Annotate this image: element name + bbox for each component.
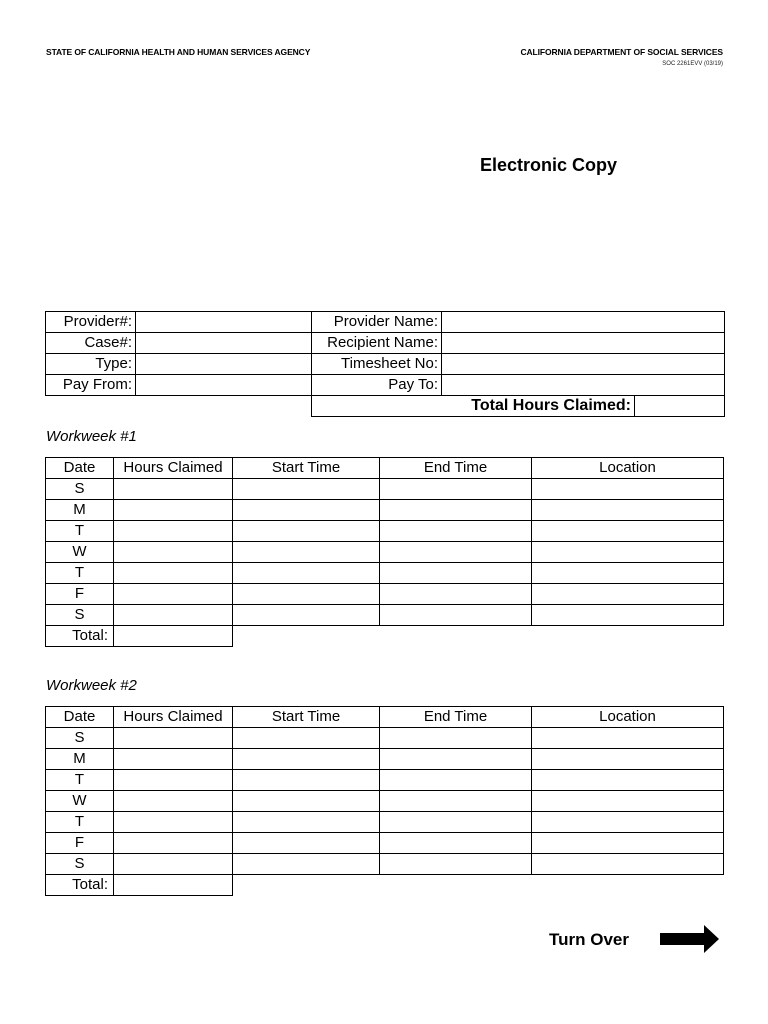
table-row [46, 749, 724, 770]
hours-field[interactable] [114, 791, 233, 812]
pay-to-field[interactable] [442, 375, 725, 396]
provider-name-label: Provider Name: [312, 312, 442, 333]
recipient-name-field[interactable] [442, 333, 725, 354]
start-time-field[interactable] [233, 542, 380, 563]
column-header-start-time: Start Time [233, 458, 380, 479]
spacer-cell [46, 396, 312, 417]
hours-field[interactable] [114, 854, 233, 875]
hours-field[interactable] [114, 479, 233, 500]
column-header-start-time: Start Time [233, 707, 380, 728]
location-field[interactable] [532, 605, 724, 626]
column-header-end-time: End Time [380, 458, 532, 479]
location-field[interactable] [532, 728, 724, 749]
column-header-hours-claimed: Hours Claimed [114, 707, 233, 728]
end-time-field[interactable] [380, 542, 532, 563]
start-time-field[interactable] [233, 791, 380, 812]
workweek-1-label: Workweek #1 [46, 428, 137, 445]
hours-field[interactable] [114, 770, 233, 791]
table-row [46, 479, 724, 500]
location-field[interactable] [532, 791, 724, 812]
total-label: Total: [46, 626, 114, 647]
hours-field[interactable] [114, 833, 233, 854]
end-time-field[interactable] [380, 833, 532, 854]
department-header: CALIFORNIA DEPARTMENT OF SOCIAL SERVICES [520, 47, 723, 57]
location-field[interactable] [532, 749, 724, 770]
day-label: T [46, 563, 114, 584]
location-field[interactable] [532, 584, 724, 605]
end-time-field[interactable] [380, 605, 532, 626]
hours-field[interactable] [114, 749, 233, 770]
start-time-field[interactable] [233, 584, 380, 605]
start-time-field[interactable] [233, 749, 380, 770]
type-field[interactable] [136, 354, 312, 375]
column-header-date: Date [46, 458, 114, 479]
day-label: T [46, 770, 114, 791]
recipient-name-label: Recipient Name: [312, 333, 442, 354]
end-time-field[interactable] [380, 854, 532, 875]
location-field[interactable] [532, 812, 724, 833]
form-number: SOC 2261EVV (03/19) [662, 61, 723, 67]
spacer-cell [233, 875, 724, 896]
spacer-cell [233, 626, 724, 647]
day-label: S [46, 854, 114, 875]
end-time-field[interactable] [380, 812, 532, 833]
end-time-field[interactable] [380, 728, 532, 749]
start-time-field[interactable] [233, 605, 380, 626]
workweek-1-table [45, 457, 724, 647]
hours-field[interactable] [114, 500, 233, 521]
start-time-field[interactable] [233, 500, 380, 521]
turn-over-label: Turn Over [549, 930, 629, 949]
pay-to-label: Pay To: [312, 375, 442, 396]
start-time-field[interactable] [233, 563, 380, 584]
column-header-end-time: End Time [380, 707, 532, 728]
page-title: Electronic Copy [480, 155, 618, 175]
table-row [46, 542, 724, 563]
case-number-label: Case#: [46, 333, 136, 354]
day-label: W [46, 542, 114, 563]
total-hours-claimed-field[interactable] [635, 396, 725, 417]
day-label: M [46, 749, 114, 770]
table-row [46, 728, 724, 749]
location-field[interactable] [532, 542, 724, 563]
location-field[interactable] [532, 854, 724, 875]
total-hours-field[interactable] [114, 875, 233, 896]
total-hours-field[interactable] [114, 626, 233, 647]
end-time-field[interactable] [380, 749, 532, 770]
start-time-field[interactable] [233, 521, 380, 542]
day-label: M [46, 500, 114, 521]
workweek-2-table [45, 706, 724, 896]
provider-number-field[interactable] [136, 312, 312, 333]
start-time-field[interactable] [233, 770, 380, 791]
day-label: S [46, 605, 114, 626]
day-label: S [46, 728, 114, 749]
column-header-date: Date [46, 707, 114, 728]
hours-field[interactable] [114, 584, 233, 605]
day-label: W [46, 791, 114, 812]
table-row [46, 521, 724, 542]
total-hours-claimed-label: Total Hours Claimed: [312, 396, 635, 417]
table-row [46, 605, 724, 626]
column-header-hours-claimed: Hours Claimed [114, 458, 233, 479]
table-row [46, 770, 724, 791]
table-row [46, 563, 724, 584]
location-field[interactable] [532, 479, 724, 500]
end-time-field[interactable] [380, 791, 532, 812]
hours-field[interactable] [114, 812, 233, 833]
provider-name-field[interactable] [442, 312, 725, 333]
day-label: F [46, 833, 114, 854]
start-time-field[interactable] [233, 812, 380, 833]
hours-field[interactable] [114, 542, 233, 563]
timesheet-number-field[interactable] [442, 354, 725, 375]
provider-number-label: Provider#: [46, 312, 136, 333]
end-time-field[interactable] [380, 500, 532, 521]
right-arrow-icon[interactable] [660, 924, 720, 954]
total-label: Total: [46, 875, 114, 896]
day-label: T [46, 812, 114, 833]
table-row [46, 500, 724, 521]
location-field[interactable] [532, 833, 724, 854]
hours-field[interactable] [114, 521, 233, 542]
end-time-field[interactable] [380, 584, 532, 605]
location-field[interactable] [532, 563, 724, 584]
start-time-field[interactable] [233, 728, 380, 749]
column-header-location: Location [532, 707, 724, 728]
table-row [46, 584, 724, 605]
table-row [46, 854, 724, 875]
table-row [46, 812, 724, 833]
type-label: Type: [46, 354, 136, 375]
end-time-field[interactable] [380, 563, 532, 584]
hours-field[interactable] [114, 728, 233, 749]
column-header-location: Location [532, 458, 724, 479]
location-field[interactable] [532, 500, 724, 521]
agency-header: STATE OF CALIFORNIA HEALTH AND HUMAN SERVICES AGENCY [46, 47, 311, 57]
pay-from-label: Pay From: [46, 375, 136, 396]
start-time-field[interactable] [233, 833, 380, 854]
pay-from-field[interactable] [136, 375, 312, 396]
provider-info-table [45, 311, 725, 417]
hours-field[interactable] [114, 563, 233, 584]
end-time-field[interactable] [380, 521, 532, 542]
start-time-field[interactable] [233, 479, 380, 500]
start-time-field[interactable] [233, 854, 380, 875]
day-label: F [46, 584, 114, 605]
location-field[interactable] [532, 521, 724, 542]
table-row [46, 833, 724, 854]
case-number-field[interactable] [136, 333, 312, 354]
hours-field[interactable] [114, 605, 233, 626]
end-time-field[interactable] [380, 770, 532, 791]
day-label: T [46, 521, 114, 542]
timesheet-number-label: Timesheet No: [312, 354, 442, 375]
workweek-2-label: Workweek #2 [46, 677, 137, 694]
location-field[interactable] [532, 770, 724, 791]
day-label: S [46, 479, 114, 500]
table-row [46, 791, 724, 812]
end-time-field[interactable] [380, 479, 532, 500]
